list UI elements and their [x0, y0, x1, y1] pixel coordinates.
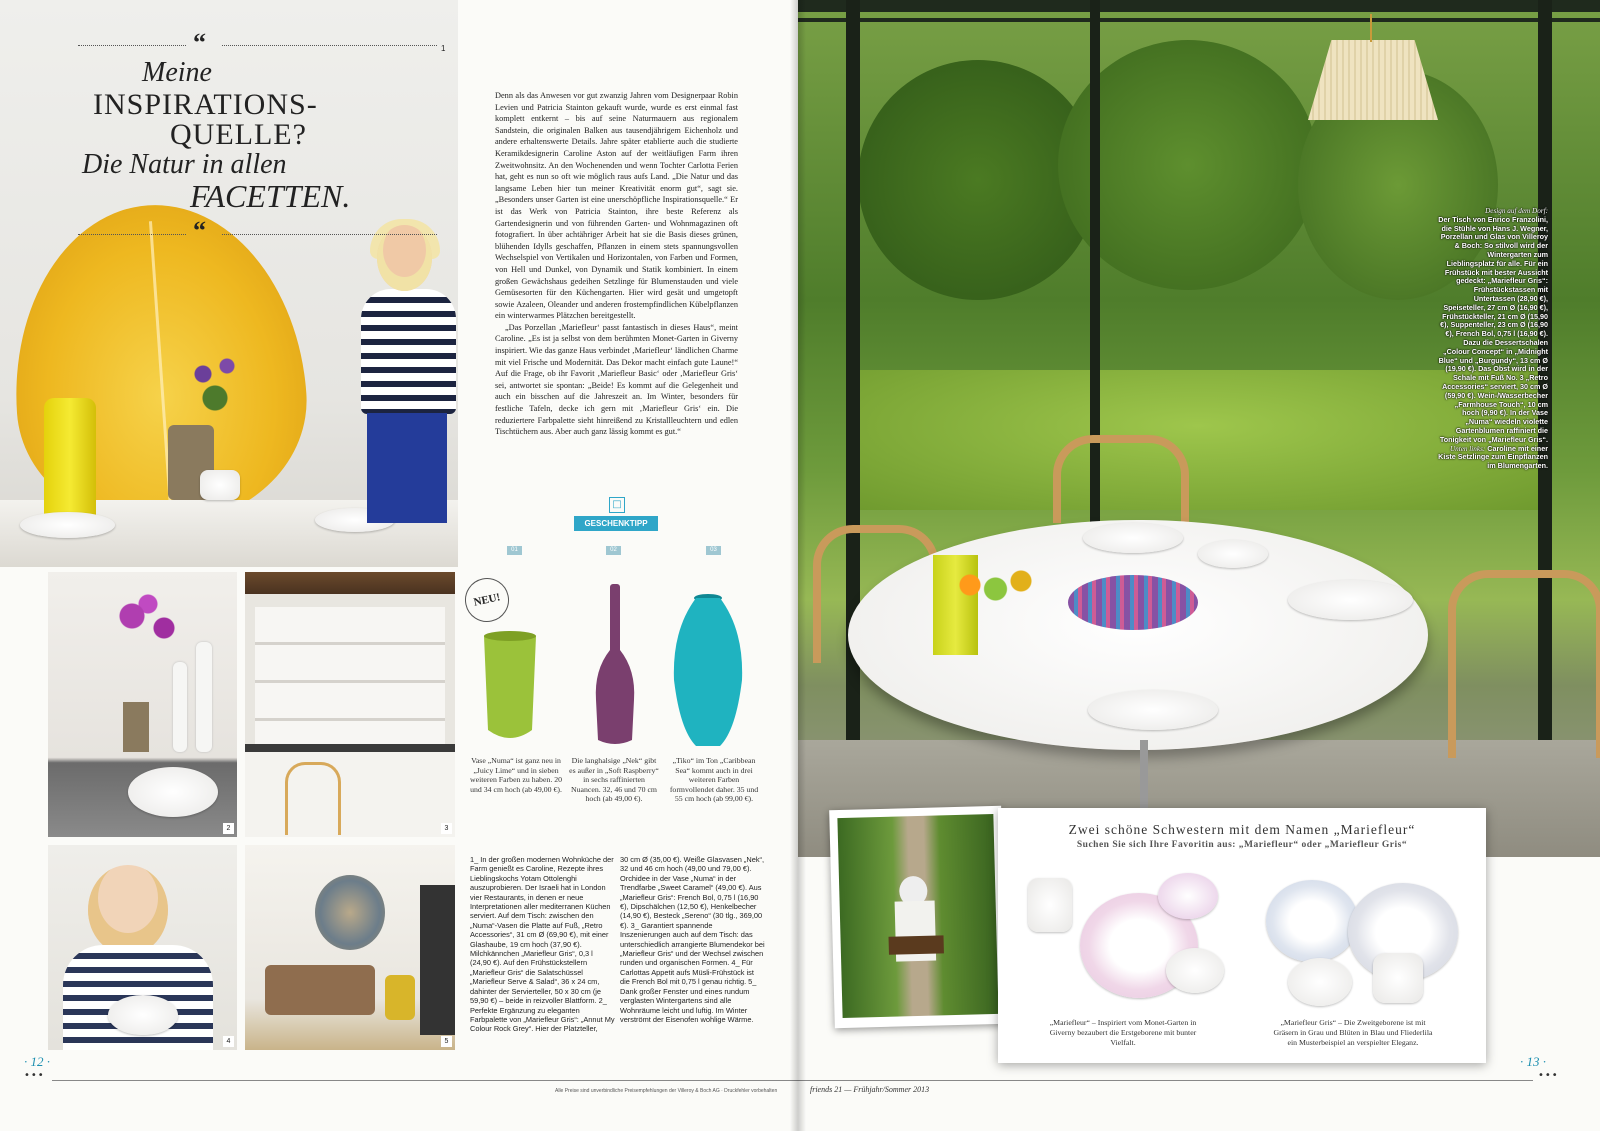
price-footnote: Alle Preise sind unverbindliche Preisempfehlungen der Villeroy & Boch AG · Druckfehler vorbehalten — [555, 1088, 778, 1094]
new-badge: NEU! — [461, 574, 513, 626]
caption-mariefleur-gris: „Mariefleur Gris“ – Die Zweitgeborene ist mit Gräsern in Grau und Blüten in Blau und Fliederlila ein Musterbeispiel an verspielter Eleganz. — [1273, 1018, 1433, 1047]
photo-table-orchid — [48, 572, 237, 837]
footer-dots: ••• — [24, 1070, 45, 1081]
spine-shadow — [790, 0, 806, 1131]
right-page — [798, 0, 1600, 1131]
photo-number: 3 — [441, 823, 452, 834]
design-caption-lead-2: Unten links: — [1449, 444, 1486, 453]
article-paragraph: Denn als das Anwesen vor gut zwanzig Jahren vom Designerpaar Robin Levien und Patricia Stainton gekauft wurde, wurde es erst einmal fast komplett entkernt – bis auf seine Naturmauern aus regionalem Sandstein, die originalen Balken aus tausendjährigem Eichenholz und andere erhaltenswerte Details. Jahre später etablierte auch die studierte Keramikdesignerin Caroline Aston auf der weitläufigen Farm ihren Zweitwohnsitz. An den Wochenenden und wenn Tochter Carlotta Ferien hat, geht es nun so oft wie möglich raus aufs Land. „Die Natur und das langsame Leben hier tun meiner Kreativität enorm gut“, sagt sie. „Besonders unser Garten ist eine unerschöpfliche Inspirationsquelle.“ Er ist das Werk von Patricia Stainton, ihre beste Referenz als Gartendesignerin und von führenden Garten- und Wohnmagazinen oft fotografiert. In über achtähriger Arbeit hat sie die Basis dieses grünen, blühenden Idylls geschaffen, Pflanzen in einem stets spannungsvollen Wechselspiel von Vertikalen und Horizontalen, von Farben und Formen, von Hell und Dunkel, von Dynamik und Statik kombiniert. In einem großen Gewächshaus gedeihen Setzlinge für Blumenstauden und viele Gemüsesorten für den Küchengarten. Hier wird gesät und umgetopft sowie Azaleen, Oleander und anderen frostempfindlichen Kübelpflanzen ein winterwarmes Plätzchen bereitgestellt. — [495, 91, 738, 321]
article-body — [495, 90, 738, 438]
box-subtitle: Suchen Sie sich Ihre Favoritin aus: „Mariefleur“ oder „Mariefleur Gris“ — [1076, 840, 1408, 850]
photo-shelves — [245, 572, 455, 837]
polaroid-photo-garden — [829, 806, 1007, 1028]
photo-number: 5 — [441, 1036, 452, 1047]
headline-line4: Die Natur in allen — [82, 149, 287, 180]
vase-numa-image — [478, 630, 542, 748]
headline-line3: QUELLE? — [170, 118, 307, 151]
photo-captions-column-2: 30 cm Ø (35,00 €). Weiße Glasvasen „Nek“, 32 und 46 cm hoch (49,00 und 79,00 €). Orchidee in der Vase „Numa“ in der Trendfarbe „Sweet Caramel“ (49,00 €). Aus „Mariefleur Gris“: French Bol, 0,75 l (16,90 €), Dipschälchen (12,50 €), Henkelbecher (14,90 €), Besteck „Sereno“ (30 tlg., 369,00 €). 3_ Garantiert spannende Inszenierungen auch auf dem Tisch: das unterschiedlich arrangierte Blumendekor bei „Mariefleur Gris“ und der Wechsel zwischen runden und organischen Formen. 4_ Für Carlottas Appetit aufs Müsli-Frühstück ist die French Bol mit 0,75 l genau richtig. 5_ Dank großer Fenster und eines rundum verglasten Wintergartens sind alle Wohnräume leicht und luftig. Im Winter verströmt der Eisenofen wohlige Wärme. — [620, 855, 765, 1024]
page-number: · 12 · — [24, 1054, 50, 1069]
woman-portrait — [355, 225, 458, 525]
photo-living-room — [245, 845, 455, 1050]
photo-number: 1 — [441, 44, 446, 53]
gift-tip-label: GESCHENKTIPP — [574, 516, 658, 531]
design-caption-lead: Design auf dem Dorf: — [1485, 207, 1548, 215]
headline-line1: Meine — [142, 57, 212, 88]
product-tab: 02 — [606, 546, 621, 555]
product-caption: Vase „Numa“ ist ganz neu in „Juicy Lime“ und in sieben weiteren Farben zu haben. 20 und 34 cm hoch (ab 49,00 €). — [470, 756, 563, 794]
photo-number: 2 — [223, 823, 234, 834]
product-tab: 03 — [706, 546, 721, 555]
mariefleur-comparison-box — [998, 808, 1486, 1063]
article-paragraph: „Das Porzellan ‚Mariefleur‘ passt fantastisch in dieses Haus“, meint Caroline. „Es ist ja selbst von dem berühmten Monet-Garten in Giverny inspiriert. Wie das ganze Haus verbindet ‚Mariefleur‘ ländlichen Charme mit viel Frische und Modernität. Das Dekor macht einfach gute Laune!“ Auf die Frage, ob ihr Favorit ‚Mariefleur Basic‘ oder ‚Mariefleur Gris‘ sei, antwortet sie spontan: „Beide! Es kommt auf die Gelegenheit und auch ein bisschen auf die Jahreszeit an. Im Winter, besonders für festliche Tafeln, decke ich gern mit ‚Mariefleur Gris‘ ein. Die reduziertere Farbpalette sieht hinreißend zu Kristallleuchtern und edlen Tischtüchern aus. Aber auch ganz lässig kommt es gut.“ — [495, 322, 738, 437]
hero-photo — [0, 0, 458, 567]
design-caption-text: Der Tisch von Enrico Franzolini, die Stühle von Hans J. Wegner, Porzellan und Glas von Villeroy & Boch: So stilvoll wird der Wintergarten zum Lieblingsplatz für alle. Für ein Frühstück mit bester Aussicht gedeckt: „Mariefleur Gris“: Frühstückstassen mit Untertassen (28,90 €), Speiseteller, 27 cm Ø (16,90 €), Frühstückteller, 21 cm Ø (15,90 €), Suppenteller, 23 cm Ø (16,90 €), French Bol, 0,75 l (16,90 €). Dazu die Dessertschalen „Colour Concept“ in „Midnight Blue“ und „Burgundy“, 13 cm Ø (19,90 €). Das Obst wird in der Schale mit Fuß No. 3 „Retro Accessories“ serviert, 30 cm Ø (59,90 €). Wein-/Wasserbecher „Farmhouse Touch“, 10 cm hoch (9,90 €). In der Vase „Numa“ wiedeln violette Gartenblumen raffiniert die Tonigkeit von „Mariefleur Gris“. — [1438, 214, 1548, 444]
lavender-image — [185, 350, 245, 430]
open-quote-mark: “ — [193, 28, 206, 57]
headline-line5: FACETTEN. — [190, 178, 351, 214]
magazine-footer: friends 21 — Frühjahr/Sommer 2013 — [810, 1085, 930, 1094]
photo-girl-breakfast — [48, 845, 237, 1050]
design-caption — [1438, 207, 1548, 471]
footer-dots: ••• — [1538, 1070, 1559, 1081]
left-page — [0, 0, 798, 1131]
vase-tiko-image — [666, 590, 750, 750]
headline-line2: INSPIRATIONS- — [93, 88, 318, 121]
design-caption-text-2: Caroline mit einer Kiste Setzlinge zum Einpflanzen im Blumengarten. — [1438, 443, 1548, 471]
caption-mariefleur: „Mariefleur“ – Inspiriert vom Monet-Garten in Giverny bezaubert die Erstgeborene mit bunter Vielfalt. — [1049, 1018, 1197, 1047]
vase-nek-image — [590, 580, 640, 748]
product-caption: „Tiko“ im Ton „Caribbean Sea“ kommt auch in drei weiteren Farben formvollendet daher. 35 und 55 cm hoch (ab 99,00 €). — [669, 756, 759, 804]
page-number: · 13 · — [1520, 1054, 1546, 1069]
photo-number: 4 — [223, 1036, 234, 1047]
close-quote-mark: “ — [193, 216, 206, 245]
plate-mariefleur-gris-image — [1266, 880, 1358, 962]
product-caption: Die langhalsige „Nek“ gibt es außer in „Soft Raspberry“ in sechs raffinierten Nuancen. 32, 46 und 70 cm hoch (ab 49,00 €). — [569, 756, 659, 804]
lamp-image — [1308, 40, 1438, 120]
box-title: Zwei schöne Schwestern mit dem Namen „Mariefleur“ — [1068, 822, 1416, 837]
yellow-vase-image — [44, 398, 96, 528]
gift-icon: □ — [609, 497, 625, 513]
product-tab: 01 — [507, 546, 522, 555]
photo-captions-column-1: 1_ In der großen modernen Wohnküche der Farm genießt es Caroline, Rezepte ihres Lieblingskochs Yotam Ottolenghi auszuprobieren. Der Israeli hat in London vier Restaurants, in denen er neue Interpretationen aller mediterranen Küchen serviert. Auf dem Tisch: zwischen den „Numa“-Vasen die Platte auf Fuß, „Retro Accessories“, 31 cm Ø (69,90 €), mit einer Glashaube, 19 cm hoch (37,90 €). Milchkännchen „Mariefleur Gris“, 0,3 l (24,90 €). Auf den Frühstückstellern „Mariefleur Gris“ die Salatschüssel „Mariefleur Serve & Salad“, 36 x 24 cm, dahinter der Servierteller, 50 x 30 cm (je 59,90 €) – beide in reizvoller Blattform. 2_ Perfekte Ergänzung zu eleganten Farbpalette von „Mariefleur Gris“: „Annut My Colour Rock Grey“. Hier der Platzteller, — [470, 855, 615, 1034]
